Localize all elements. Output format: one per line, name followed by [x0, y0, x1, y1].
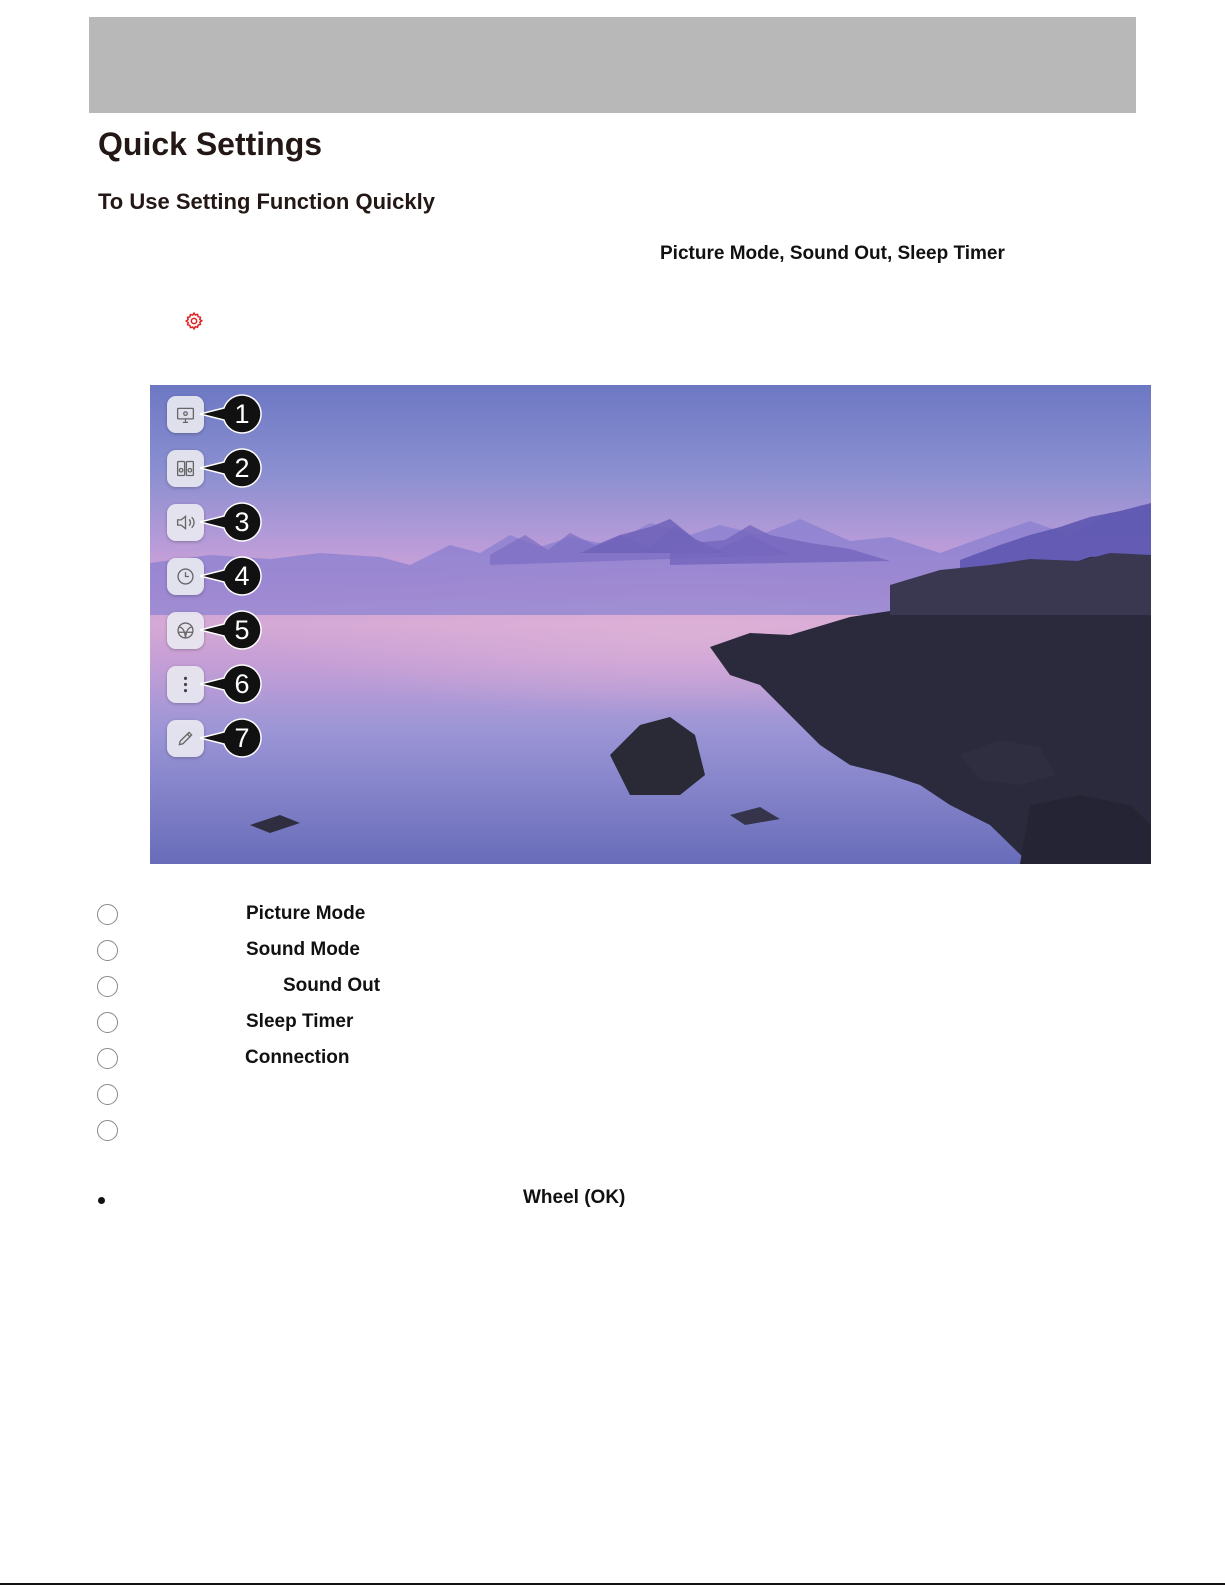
quick-setting-sound-out[interactable]: [167, 504, 204, 541]
quick-setting-sound-mode[interactable]: [167, 450, 204, 487]
note-bullet: [98, 1197, 105, 1204]
legend-label: Sleep Timer: [246, 1011, 354, 1032]
callout-5: [200, 610, 262, 650]
callout-number: 7: [234, 723, 250, 753]
legend-number-circle: [97, 1012, 118, 1033]
callout-6: [200, 664, 262, 704]
callout-number: 2: [234, 453, 250, 483]
network-globe-icon: [175, 620, 196, 641]
edit-pencil-icon: [175, 728, 196, 749]
legend-number-circle: [97, 940, 118, 961]
callout-4: [200, 556, 262, 596]
callout-number: 5: [234, 615, 250, 645]
page-title: Quick Settings: [98, 126, 323, 162]
callout-7: [200, 718, 262, 758]
quick-setting-picture-mode[interactable]: [167, 396, 204, 433]
clock-icon: [175, 566, 196, 587]
callout-number: 1: [234, 399, 250, 429]
section-subtitle: To Use Setting Function Quickly: [98, 189, 435, 214]
legend-number-circle: [97, 1048, 118, 1069]
legend-number-circle: [97, 1084, 118, 1105]
callout-number: 6: [234, 669, 250, 699]
legend-number-circle: [97, 976, 118, 997]
callout-3: [200, 502, 262, 542]
quick-setting-edit[interactable]: [167, 720, 204, 757]
picture-mode-icon: [175, 404, 196, 425]
legend-label: Connection: [245, 1047, 350, 1068]
legend-number-circle: [97, 1120, 118, 1141]
intro-bold-settings: Picture Mode, Sound Out, Sleep Timer: [660, 243, 1005, 264]
note-wheel-ok: Wheel (OK): [523, 1187, 626, 1208]
callout-1: [200, 394, 262, 434]
legend-label: Sound Mode: [246, 939, 360, 960]
more-vertical-icon: [175, 674, 196, 695]
legend-label: Picture Mode: [246, 903, 366, 924]
callout-number: 4: [234, 561, 250, 591]
legend-label: Sound Out: [283, 975, 381, 996]
tv-screen-image: [150, 385, 1151, 864]
gear-icon: [184, 311, 204, 331]
legend-number-circle: [97, 904, 118, 925]
speaker-icon: [175, 512, 196, 533]
quick-setting-more[interactable]: [167, 666, 204, 703]
landscape-background: [150, 385, 1151, 864]
sound-mode-icon: [175, 458, 196, 479]
quick-setting-sleep-timer[interactable]: [167, 558, 204, 595]
header-bar: [89, 17, 1136, 113]
callout-2: [200, 448, 262, 488]
quick-setting-connection[interactable]: [167, 612, 204, 649]
callout-number: 3: [234, 507, 250, 537]
